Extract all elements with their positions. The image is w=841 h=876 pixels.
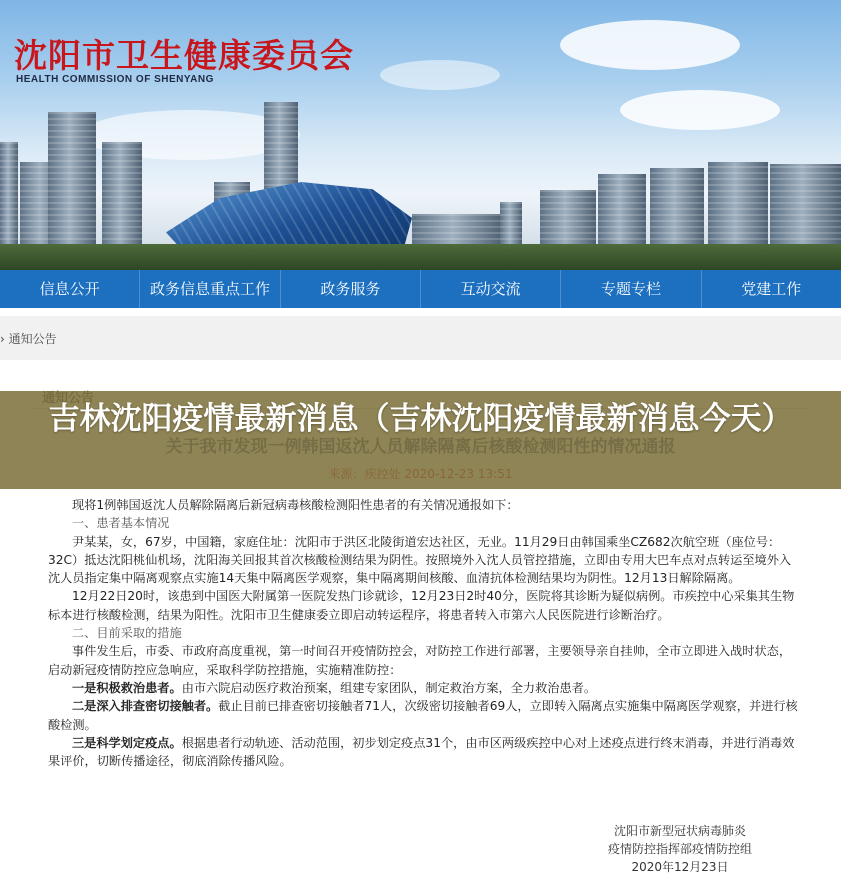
tree-line: [0, 244, 841, 270]
header-banner: [0, 0, 841, 270]
paragraph-text: 一、患者基本情况: [72, 516, 170, 531]
article-body: [48, 496, 800, 770]
building: [708, 162, 768, 252]
nav-item-key-work[interactable]: 政务信息重点工作: [140, 270, 280, 308]
main-nav: [0, 270, 841, 308]
paragraph-lead: 一是积极救治患者。: [72, 680, 182, 695]
nav-item-interaction[interactable]: 互动交流: [421, 270, 561, 308]
breadcrumb-bar: [0, 316, 841, 360]
cloud: [620, 90, 780, 130]
article-paragraph: [48, 734, 800, 771]
signature-date: 2020年12月23日: [631, 860, 729, 874]
building: [770, 164, 841, 252]
cloud: [380, 60, 500, 90]
paragraph-text: 尹某某，女，67岁，中国籍，家庭住址：沈阳市于洪区北陵街道宏达社区，无业。11月29日由韩国乘坐CZ682次航空班（座位号：32C）抵达沈阳桃仙机场，沈阳海关回报其首次核酸检测结果为阴性。按照境外入沈人员管控措施，立即由专用大巴车点对点转运至境外入沈人员指定集中隔离观察点实施14天集中隔离医学观察，集中隔离期间核酸、血清抗体检测结果均为阴性。12月13日解除隔离。: [48, 534, 792, 586]
building: [102, 142, 142, 252]
paragraph-text: 二、目前采取的措施: [72, 626, 182, 641]
building: [0, 142, 18, 252]
article-paragraph: [48, 514, 800, 532]
paragraph-lead: 三是科学划定疫点。: [72, 735, 182, 750]
article-paragraph: [48, 697, 800, 734]
breadcrumb[interactable]: › 通知公告: [0, 332, 57, 346]
article-paragraph: [48, 496, 800, 514]
building: [650, 168, 704, 252]
paragraph-text: 12月22日20时，该患到中国医大附属第一医院发热门诊就诊，12月23日2时40分，医院将其诊断为疑似病例。市疾控中心采集其生物标本进行核酸检测，结果为阳性。沈阳市卫生健康委立即启动转运程序，将患者转入市第六人民医院进行诊断治疗。: [48, 589, 795, 622]
paragraph-text: 根据患者行动轨迹、活动范围，初步划定疫点31个，由市区两级疾控中心对上述疫点进行终末消毒，并进行消毒效果评价，切断传播途径，彻底消除传播风险。: [48, 735, 795, 769]
building: [598, 174, 646, 252]
overlay-headline: 吉林沈阳疫情最新消息（吉林沈阳疫情最新消息今天）: [48, 401, 793, 437]
building: [48, 112, 96, 252]
paragraph-lead: 二是深入排查密切接触者。: [72, 699, 219, 714]
signature-line: 沈阳市新型冠状病毒肺炎: [613, 824, 746, 838]
article-paragraph: [48, 642, 800, 679]
nav-item-gov-services[interactable]: 政务服务: [281, 270, 421, 308]
paragraph-text: 事件发生后，市委、市政府高度重视，第一时间召开疫情防控会，对防控工作进行部署，主要领导亲自挂帅，全市立即进入战时状态，启动新冠疫情防控应急响应，采取科学防控措施，实施精准防控：: [48, 644, 792, 677]
article-paragraph: [48, 624, 800, 642]
nav-item-party-building[interactable]: 党建工作: [741, 280, 802, 298]
paragraph-text: 由市六院启动医疗救治预案，组建专家团队，制定救治方案，全力救治患者。: [181, 680, 597, 695]
site-logo[interactable]: 沈阳市卫生健康委员会: [14, 36, 354, 75]
article-paragraph: [48, 679, 800, 697]
site-logo-english: HEALTH COMMISSION OF SHENYANG: [16, 74, 214, 85]
article-paragraph: [48, 587, 800, 624]
building: [540, 190, 596, 252]
paragraph-text: 截止目前已排查密切接触者71人，次级密切接触者69人，立即转入隔离点实施集中隔离医学观察，并进行核酸检测。: [48, 699, 798, 732]
signature-line: 疫情防控指挥部疫情防控组: [607, 842, 752, 856]
paragraph-text: 现将1例韩国返沈人员解除隔离后新冠病毒核酸检测阳性患者的有关情况通报如下：: [72, 498, 519, 512]
cloud: [560, 20, 740, 70]
nav-item-info-disclosure[interactable]: 信息公开: [0, 270, 140, 308]
article-paragraph: [48, 533, 800, 588]
nav-item-special-topics[interactable]: 专题专栏: [561, 270, 701, 308]
signature-block: [560, 822, 800, 876]
